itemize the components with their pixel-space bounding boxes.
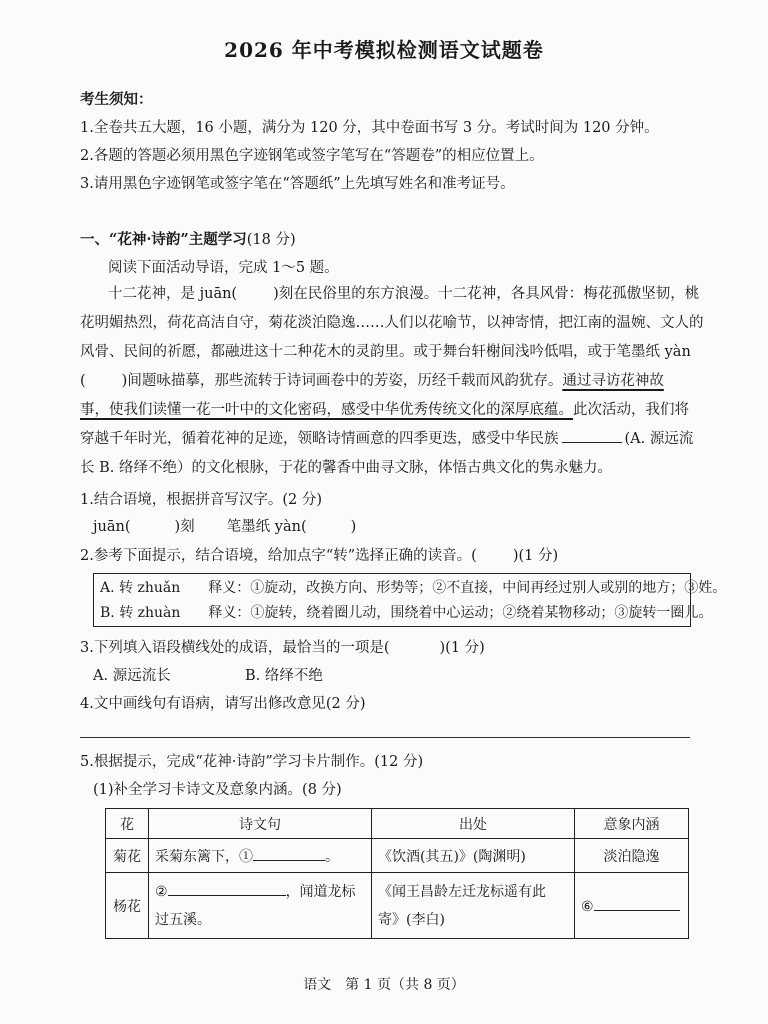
question-1-stem: 1.结合语境，根据拼音写汉字。(2 分) [80,492,322,508]
passage-line: ( )间题咏描摹，那些流转于诗词画卷中的芳姿，历经千载而风韵犹存。通过寻访花神故 [80,373,664,389]
passage-line: 十二花神，是 juān( )刻在民俗里的东方浪漫。十二花神，各具风骨：梅花孤傲坚韧，桃 [108,286,700,302]
section-heading [80,228,296,249]
table-header-row [106,809,689,839]
pronunciation-option-a: A. 转 zhuǎn 释义：①旋动，改换方向、形势等；②不直接，中间再经过别人或别的地方；③姓。 [100,580,727,596]
question-1-answers: juān( )刻 笔墨纸 yàn( ) [93,519,357,535]
section-score: (18 分) [246,232,296,248]
passage-line: 长 B. 络绎不绝）的文化根脉，于花的馨香中曲寻文脉，体悟古典文化的隽永魅力。 [80,460,612,476]
poem-cell: ② ，闻道龙标 过五溪。 [149,873,372,939]
page-title: 2026 年中考模拟检测语文试题卷 [224,38,544,62]
table-header: 意象内涵 [575,809,689,839]
source-cell: 《闻王昌龄左迁龙标遥有此 寄》(李白) [372,873,575,939]
table-header: 花 [106,809,149,839]
notice-item: 1.全卷共五大题，16 小题，满分为 120 分，其中卷面书写 3 分。考试时间为 120 分钟。 [80,120,659,136]
section-title: 一、“花神·诗韵”主题学习 [80,231,247,248]
question-2-stem: 2.参考下面提示，结合语境，给加点字“转”选择正确的读音。( )(1 分) [80,548,559,564]
table-row [106,839,689,873]
answer-blank [562,430,622,443]
meaning-cell: ⑥ [575,873,689,939]
answer-line [80,737,690,738]
question-5-stem: 5.根据提示，完成“花神·诗韵”学习卡片制作。(12 分) [80,754,424,770]
question-3-stem: 3.下列填入语段横线处的成语，最恰当的一项是( )(1 分) [80,640,485,656]
answer-blank [594,896,680,911]
question-3-option-a: A. 源远流长 [93,668,171,684]
source-cell: 《饮酒(其五)》(陶渊明) [372,839,575,873]
study-card-table [105,808,689,939]
question-4-stem: 4.文中画线句有语病，请写出修改意见(2 分) [80,696,366,712]
table-header: 诗文句 [149,809,372,839]
question-5-sub1: (1)补全学习卡诗文及意象内涵。(8 分) [93,782,342,798]
table-row [106,873,689,939]
answer-blank [168,881,286,896]
poem-cell: 采菊东篱下，① 。 [149,839,372,873]
passage-line: 事，使我们读懂一花一叶中的文化密码，感受中华优秀传统文化的深厚底蕴。此次活动，我们将 [80,402,689,418]
section-intro: 阅读下面活动导语，完成 1～5 题。 [108,260,339,276]
passage-line: 花明媚热烈，荷花高洁自守，菊花淡泊隐逸……人们以花喻节，以神寄情，把江南的温婉、文人的 [80,315,704,331]
flower-cell: 杨花 [106,873,149,939]
meaning-cell: 淡泊隐逸 [575,839,689,873]
answer-blank [253,846,325,861]
underlined-sentence: 通过寻访花神故 [562,373,664,389]
notice-item: 3.请用黑色字迹钢笔或签字笔在“答题纸”上先填写姓名和准考证号。 [80,176,515,192]
underlined-sentence: 事，使我们读懂一花一叶中的文化密码，感受中华优秀传统文化的深厚底蕴。 [80,402,573,418]
question-3-option-b: B. 络绎不绝 [245,668,323,684]
pronunciation-option-b: B. 转 zhuàn 释义：①旋转，绕着圈儿动，围绕着中心运动；②绕着某物移动；③旋转一圈儿。 [100,605,713,621]
notice-heading: 考生须知： [80,91,153,108]
passage-line: 风骨、民间的祈愿，都融进这十二种花木的灵韵里。或于舞台轩榭间浅吟低唱，或于笔墨纸 yàn [80,344,691,360]
flower-cell: 菊花 [106,839,149,873]
pronunciation-box [93,573,727,627]
table-header: 出处 [372,809,575,839]
notice-item: 2.各题的答题必须用黑色字迹钢笔或签字笔写在“答题卷”的相应位置上。 [80,148,544,164]
page-footer: 语文 第 1 页（共 8 页） [303,977,465,993]
passage-line: 穿越千年时光，循着花神的足迹，领略诗情画意的四季更迭，感受中华民族 (A. 源远流 [80,431,694,447]
